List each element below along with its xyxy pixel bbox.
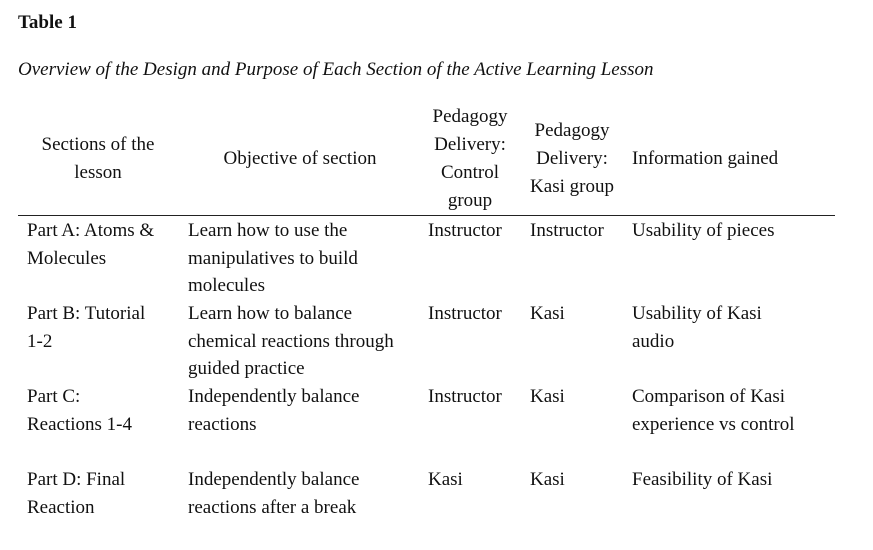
table-row (0, 217, 873, 301)
cell-control: Instructor (428, 220, 502, 241)
cell-kasi: Kasi (530, 469, 565, 490)
cell-info: Feasibility of Kasi (632, 469, 773, 490)
cell-objective: Learn how to use the manipulatives to build molecules (188, 220, 358, 296)
table-row (0, 466, 873, 550)
cell-control: Instructor (428, 386, 502, 407)
table-label: Table 1 (18, 12, 77, 33)
header-sections-text: Sections of the lesson (41, 134, 155, 183)
cell-control: Kasi (428, 469, 463, 490)
cell-objective: Learn how to balance chemical reactions through guided practice (188, 303, 394, 379)
header-kasi (526, 103, 618, 215)
cell-section: Part C: Reactions 1-4 (27, 386, 133, 435)
cell-section: Part B: Tutorial 1-2 (27, 303, 146, 352)
cell-kasi: Kasi (530, 303, 565, 324)
cell-objective: Independently balance reactions (188, 386, 360, 435)
table-row (0, 383, 873, 467)
header-control-text: Pedagogy Delivery: Control group (432, 106, 508, 211)
table-caption: Overview of the Design and Purpose of Each Section of the Active Learning Lesson (18, 59, 654, 80)
cell-objective: Independently balance reactions after a break (188, 469, 360, 518)
header-sections (18, 103, 178, 215)
header-objective-text: Objective of section (223, 148, 377, 169)
header-kasi-text: Pedagogy Delivery: Kasi group (530, 120, 614, 197)
header-info (632, 103, 832, 215)
cell-info: Usability of Kasi audio (632, 303, 762, 352)
header-divider (18, 215, 835, 216)
cell-info: Usability of pieces (632, 220, 775, 241)
cell-info: Comparison of Kasi experience vs control (632, 386, 795, 435)
cell-kasi: Instructor (530, 220, 604, 241)
header-info-text: Information gained (632, 148, 779, 169)
cell-section: Part D: Final Reaction (27, 469, 126, 518)
header-objective (180, 103, 420, 215)
cell-section: Part A: Atoms & Molecules (27, 220, 155, 269)
table-row (0, 300, 873, 384)
header-control (424, 103, 516, 215)
cell-control: Instructor (428, 303, 502, 324)
cell-kasi: Kasi (530, 386, 565, 407)
